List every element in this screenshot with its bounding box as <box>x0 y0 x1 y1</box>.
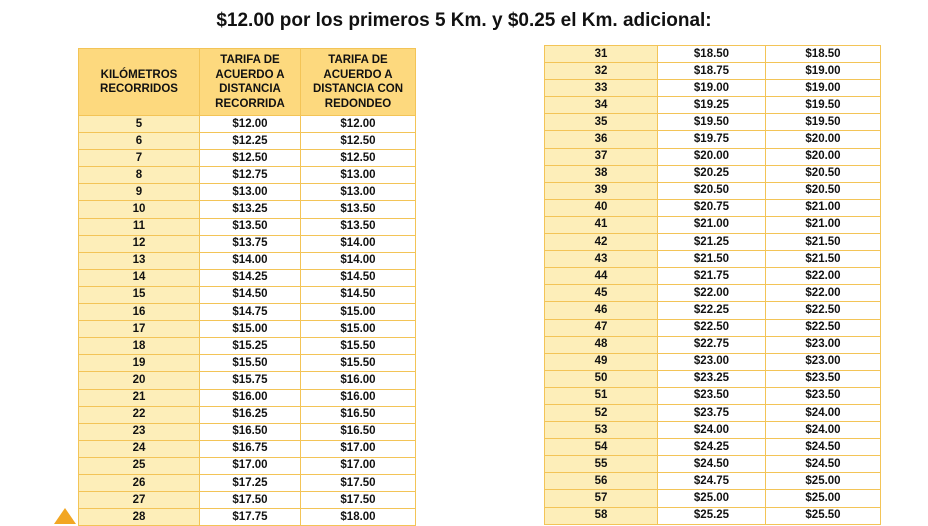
km-cell: 21 <box>79 389 200 406</box>
km-cell: 15 <box>79 286 200 303</box>
fare-cell: $14.75 <box>200 304 301 321</box>
fare-cell: $24.75 <box>658 473 766 490</box>
fare-cell: $25.00 <box>658 490 766 507</box>
fare-cell: $22.00 <box>658 285 766 302</box>
table-row <box>545 63 881 80</box>
table-row <box>545 285 881 302</box>
table-row <box>545 490 881 507</box>
km-cell: 20 <box>79 372 200 389</box>
rounded-fare-cell: $16.50 <box>301 423 416 440</box>
fare-cell: $23.75 <box>658 404 766 421</box>
km-cell: 50 <box>545 370 658 387</box>
table-row <box>79 509 416 526</box>
table-row <box>545 182 881 199</box>
km-cell: 6 <box>79 133 200 150</box>
fare-cell: $16.75 <box>200 440 301 457</box>
table-row <box>545 370 881 387</box>
table-row <box>545 199 881 216</box>
rounded-fare-cell: $12.50 <box>301 150 416 167</box>
km-cell: 41 <box>545 216 658 233</box>
table-row <box>79 321 416 338</box>
fare-cell: $14.00 <box>200 252 301 269</box>
rounded-fare-cell: $21.50 <box>766 234 881 251</box>
table-row <box>79 286 416 303</box>
table-row <box>545 456 881 473</box>
km-cell: 27 <box>79 492 200 509</box>
km-cell: 49 <box>545 353 658 370</box>
km-cell: 46 <box>545 302 658 319</box>
km-cell: 31 <box>545 46 658 63</box>
fare-cell: $21.00 <box>658 216 766 233</box>
km-cell: 43 <box>545 251 658 268</box>
km-cell: 52 <box>545 404 658 421</box>
fare-cell: $24.00 <box>658 422 766 439</box>
fare-cell: $12.25 <box>200 133 301 150</box>
km-cell: 17 <box>79 321 200 338</box>
table-row <box>79 218 416 235</box>
table-row <box>79 269 416 286</box>
fare-cell: $15.25 <box>200 338 301 355</box>
km-cell: 42 <box>545 234 658 251</box>
rounded-fare-cell: $21.00 <box>766 199 881 216</box>
fare-cell: $20.50 <box>658 182 766 199</box>
fare-cell: $19.75 <box>658 131 766 148</box>
table-row <box>79 474 416 491</box>
rounded-fare-cell: $24.50 <box>766 439 881 456</box>
rounded-fare-cell: $22.00 <box>766 285 881 302</box>
fare-cell: $24.25 <box>658 439 766 456</box>
rounded-fare-cell: $16.00 <box>301 372 416 389</box>
rounded-fare-cell: $20.50 <box>766 182 881 199</box>
km-cell: 10 <box>79 201 200 218</box>
table-row <box>545 404 881 421</box>
table-row <box>545 234 881 251</box>
rounded-fare-cell: $17.50 <box>301 474 416 491</box>
table-row <box>79 338 416 355</box>
rounded-fare-cell: $23.00 <box>766 336 881 353</box>
fare-cell: $23.00 <box>658 353 766 370</box>
km-cell: 54 <box>545 439 658 456</box>
rounded-fare-cell: $20.00 <box>766 131 881 148</box>
table-row <box>545 302 881 319</box>
km-cell: 7 <box>79 150 200 167</box>
km-cell: 44 <box>545 268 658 285</box>
rounded-fare-cell: $12.00 <box>301 116 416 133</box>
rounded-fare-cell: $23.50 <box>766 387 881 404</box>
rounded-fare-cell: $16.50 <box>301 406 416 423</box>
table-row <box>545 165 881 182</box>
fare-cell: $12.50 <box>200 150 301 167</box>
rounded-fare-cell: $14.50 <box>301 286 416 303</box>
fare-cell: $20.00 <box>658 148 766 165</box>
km-cell: 56 <box>545 473 658 490</box>
km-cell: 5 <box>79 116 200 133</box>
fare-cell: $21.75 <box>658 268 766 285</box>
km-cell: 8 <box>79 167 200 184</box>
rounded-fare-cell: $24.50 <box>766 456 881 473</box>
fare-cell: $12.00 <box>200 116 301 133</box>
page-title: $12.00 por los primeros 5 Km. y $0.25 el Km. adicional: <box>216 10 712 31</box>
table-row <box>545 268 881 285</box>
km-cell: 45 <box>545 285 658 302</box>
km-cell: 39 <box>545 182 658 199</box>
table-row <box>545 353 881 370</box>
km-cell: 23 <box>79 423 200 440</box>
fare-cell: $15.75 <box>200 372 301 389</box>
rounded-fare-cell: $20.50 <box>766 165 881 182</box>
table-row <box>545 131 881 148</box>
table-row <box>79 150 416 167</box>
rounded-fare-cell: $21.00 <box>766 216 881 233</box>
rounded-fare-cell: $17.00 <box>301 457 416 474</box>
rounded-fare-cell: $23.50 <box>766 370 881 387</box>
fare-cell: $22.50 <box>658 319 766 336</box>
rounded-fare-cell: $15.50 <box>301 355 416 372</box>
rounded-fare-cell: $19.50 <box>766 97 881 114</box>
km-cell: 53 <box>545 422 658 439</box>
km-cell: 11 <box>79 218 200 235</box>
table-row <box>545 216 881 233</box>
km-cell: 26 <box>79 474 200 491</box>
table-row <box>79 184 416 201</box>
table-row <box>79 423 416 440</box>
fare-cell: $18.75 <box>658 63 766 80</box>
table-row <box>79 457 416 474</box>
km-cell: 57 <box>545 490 658 507</box>
rounded-fare-cell: $15.00 <box>301 304 416 321</box>
rounded-fare-cell: $12.50 <box>301 133 416 150</box>
fare-cell: $16.25 <box>200 406 301 423</box>
rounded-fare-cell: $22.50 <box>766 319 881 336</box>
table-row <box>545 97 881 114</box>
fare-cell: $21.25 <box>658 234 766 251</box>
table-row <box>79 372 416 389</box>
fare-table-left <box>78 48 416 526</box>
rounded-fare-cell: $25.00 <box>766 473 881 490</box>
table-row <box>545 46 881 63</box>
km-cell: 55 <box>545 456 658 473</box>
rounded-fare-cell: $14.00 <box>301 252 416 269</box>
km-cell: 19 <box>79 355 200 372</box>
km-cell: 9 <box>79 184 200 201</box>
table-row <box>545 251 881 268</box>
rounded-fare-cell: $17.50 <box>301 492 416 509</box>
table-row <box>545 387 881 404</box>
fare-cell: $17.75 <box>200 509 301 526</box>
table-row <box>545 336 881 353</box>
table-row <box>79 406 416 423</box>
fare-cell: $13.25 <box>200 201 301 218</box>
fare-cell: $19.50 <box>658 114 766 131</box>
rounded-fare-cell: $14.00 <box>301 235 416 252</box>
fare-cell: $22.75 <box>658 336 766 353</box>
table-row <box>545 422 881 439</box>
km-cell: 35 <box>545 114 658 131</box>
fare-cell: $17.25 <box>200 474 301 491</box>
fare-cell: $23.25 <box>658 370 766 387</box>
rounded-fare-cell: $18.00 <box>301 509 416 526</box>
fare-cell: $24.50 <box>658 456 766 473</box>
fare-cell: $13.00 <box>200 184 301 201</box>
rounded-fare-cell: $15.00 <box>301 321 416 338</box>
rounded-fare-cell: $13.00 <box>301 167 416 184</box>
fare-cell: $20.75 <box>658 199 766 216</box>
km-cell: 36 <box>545 131 658 148</box>
rounded-fare-cell: $25.00 <box>766 490 881 507</box>
fare-cell: $22.25 <box>658 302 766 319</box>
table-row <box>545 473 881 490</box>
fare-cell: $16.00 <box>200 389 301 406</box>
fare-cell: $25.25 <box>658 507 766 524</box>
fare-cell: $16.50 <box>200 423 301 440</box>
km-cell: 32 <box>545 63 658 80</box>
km-cell: 47 <box>545 319 658 336</box>
table-row <box>79 492 416 509</box>
rounded-fare-cell: $16.00 <box>301 389 416 406</box>
table-row <box>545 148 881 165</box>
rounded-fare-cell: $24.00 <box>766 404 881 421</box>
fare-cell: $18.50 <box>658 46 766 63</box>
table-row <box>79 389 416 406</box>
table-row <box>79 304 416 321</box>
rounded-fare-cell: $19.00 <box>766 80 881 97</box>
fare-cell: $15.00 <box>200 321 301 338</box>
fare-cell: $23.50 <box>658 387 766 404</box>
rounded-fare-cell: $23.00 <box>766 353 881 370</box>
km-cell: 22 <box>79 406 200 423</box>
header-fare-distance: TARIFA DE ACUERDO A DISTANCIA RECORRIDA <box>200 49 301 116</box>
km-cell: 40 <box>545 199 658 216</box>
fare-cell: $13.50 <box>200 218 301 235</box>
table-row <box>545 80 881 97</box>
table-row <box>79 116 416 133</box>
km-cell: 33 <box>545 80 658 97</box>
km-cell: 38 <box>545 165 658 182</box>
km-cell: 48 <box>545 336 658 353</box>
fare-cell: $17.50 <box>200 492 301 509</box>
table-row <box>79 355 416 372</box>
table-row <box>79 440 416 457</box>
table-row <box>79 201 416 218</box>
header-fare-rounded: TARIFA DE ACUERDO A DISTANCIA CON REDONDEO <box>301 49 416 116</box>
rounded-fare-cell: $13.50 <box>301 218 416 235</box>
km-cell: 24 <box>79 440 200 457</box>
fare-cell: $12.75 <box>200 167 301 184</box>
rounded-fare-cell: $19.50 <box>766 114 881 131</box>
km-cell: 58 <box>545 507 658 524</box>
fare-cell: $19.25 <box>658 97 766 114</box>
fare-cell: $21.50 <box>658 251 766 268</box>
table-row <box>79 167 416 184</box>
header-kilometers: KILÓMETROS RECORRIDOS <box>79 49 200 116</box>
km-cell: 13 <box>79 252 200 269</box>
rounded-fare-cell: $24.00 <box>766 422 881 439</box>
table-header-row <box>79 49 416 116</box>
rounded-fare-cell: $20.00 <box>766 148 881 165</box>
table-row <box>545 439 881 456</box>
km-cell: 16 <box>79 304 200 321</box>
rounded-fare-cell: $22.50 <box>766 302 881 319</box>
fare-cell: $15.50 <box>200 355 301 372</box>
km-cell: 28 <box>79 509 200 526</box>
rounded-fare-cell: $13.00 <box>301 184 416 201</box>
table-row <box>79 235 416 252</box>
km-cell: 18 <box>79 338 200 355</box>
fare-cell: $20.25 <box>658 165 766 182</box>
rounded-fare-cell: $21.50 <box>766 251 881 268</box>
fare-table-right <box>544 45 881 525</box>
table-row <box>79 252 416 269</box>
rounded-fare-cell: $14.50 <box>301 269 416 286</box>
km-cell: 51 <box>545 387 658 404</box>
rounded-fare-cell: $19.00 <box>766 63 881 80</box>
rounded-fare-cell: $22.00 <box>766 268 881 285</box>
km-cell: 12 <box>79 235 200 252</box>
fare-cell: $13.75 <box>200 235 301 252</box>
km-cell: 14 <box>79 269 200 286</box>
fare-cell: $19.00 <box>658 80 766 97</box>
km-cell: 34 <box>545 97 658 114</box>
table-row <box>545 319 881 336</box>
table-row <box>545 114 881 131</box>
rounded-fare-cell: $15.50 <box>301 338 416 355</box>
rounded-fare-cell: $13.50 <box>301 201 416 218</box>
km-cell: 25 <box>79 457 200 474</box>
rounded-fare-cell: $17.00 <box>301 440 416 457</box>
rounded-fare-cell: $18.50 <box>766 46 881 63</box>
table-row <box>79 133 416 150</box>
fare-cell: $17.00 <box>200 457 301 474</box>
rounded-fare-cell: $25.50 <box>766 507 881 524</box>
fare-cell: $14.50 <box>200 286 301 303</box>
fare-cell: $14.25 <box>200 269 301 286</box>
km-cell: 37 <box>545 148 658 165</box>
